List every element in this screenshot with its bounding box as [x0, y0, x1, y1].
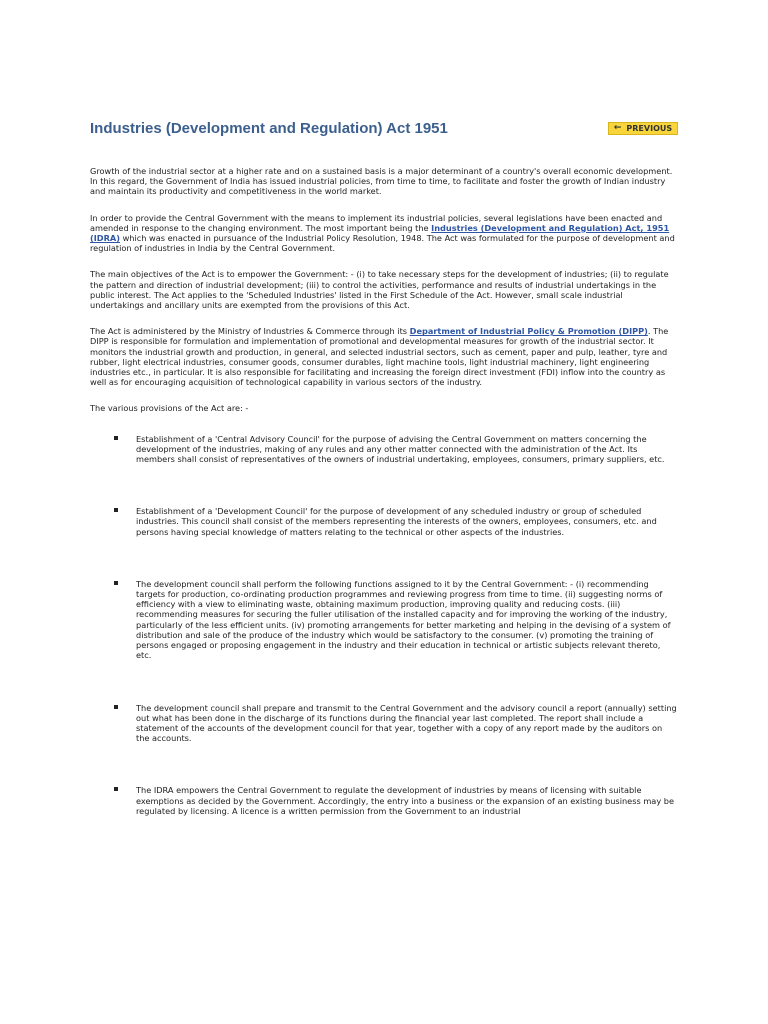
arrow-left-icon: ← — [613, 123, 622, 133]
list-item-text: The IDRA empowers the Central Government to regulate the development of industries by means of licensing with suitable exemptions as decided by the Government. Accordingly, the entry into a business or the expansion of an existing business may be regulated by licensing. A licence is a written permission from the Government to an industrial — [136, 785, 675, 816]
list-item — [90, 506, 678, 537]
list-item — [90, 785, 678, 816]
bullet-icon — [114, 436, 118, 440]
list-item-text: The development council shall prepare and transmit to the Central Government and the advisory council a report (annually) setting out what has been done in the discharge of its functions during the financial year last completed. The report shall include a statement of the accounts of the development council for that year, together with a copy of any report made by the auditors on the accounts. — [136, 702, 677, 744]
provisions-list — [90, 434, 678, 816]
bullet-icon — [114, 508, 118, 512]
paragraph-intro: Growth of the industrial sector at a higher rate and on a sustained basis is a major determinant of a country's overall economic development. In this regard, the Government of India has issued industrial policies, from time to time, to facilitate and foster the growth of Indian industry and maintain its productivity and competitiveness in the world market. — [90, 166, 673, 197]
paragraph-objectives: The main objectives of the Act is to empower the Government: - (i) to take necessary steps for the development of industries; (ii) to regulate the pattern and direction of industrial development; (iii) to control the activities, performance and results of industrial undertakings in the public interest. The Act applies to the 'Scheduled Industries' listed in the First Schedule of the Act. However, small scale industrial undertakings and ancillary units are exempted from the provisions of this Act. — [90, 269, 669, 311]
paragraph-administration-text-2: . The DIPP is responsible for formulation and implementation of promotional and developmental measures for growth of the industrial sector. It monitors the industrial growth and production, in general, and selected industrial sectors, such as cement, paper and pulp, leather, tyre and rubber, light electrical industries, consumer goods, consumer durables, light machine tools, light industrial machinery, light engineering industries etc., in particular. It is also responsible for facilitating and increasing the foreign direct investment (FDI) inflow into the country as well as for encouraging acquisition of technological capability in various sectors of the industry. — [90, 326, 669, 388]
previous-button[interactable] — [608, 122, 678, 135]
list-item-text: Establishment of a 'Development Council' for the purpose of development of any scheduled industry or group of scheduled industries. This council shall consist of the members representing the interests of the owners, employees, consumers, etc. and persons having special knowledge of matters relating to the technical or other aspects of the industries. — [136, 506, 657, 537]
list-item — [90, 579, 678, 661]
list-item-text: The development council shall perform the following functions assigned to it by the Central Government: - (i) recommending targets for production, co-ordinating production programmes and reviewing progress from time to time. (ii) suggesting norms of efficiency with a view to eliminating waste, obtaining maximum production, improving quality and reducing costs. (iii) recommending measures for securing the fuller utilisation of the installed capacity and for improving the working of the industry, particularly of the less efficient units. (iv) promoting arrangements for better marketing and helping in the devising of a system of distribution and sale of the produce of the industry which would be satisfactory to the consumer. (v) promoting the training of persons engaged or proposing engagement in the industry and their education in technical or artistic subjects relevant thereto, etc. — [136, 578, 671, 661]
paragraph-legislation-text-2: which was enacted in pursuance of the Industrial Policy Resolution, 1948. The Act was formulated for the purpose of development and regulation of industries in India by the Central Government. — [90, 233, 675, 254]
article-body — [90, 166, 678, 816]
bullet-icon — [114, 705, 118, 709]
list-item — [90, 434, 678, 465]
previous-label: PREVIOUS — [626, 124, 673, 133]
bullet-icon — [114, 787, 118, 791]
paragraph-administration — [90, 326, 678, 387]
page-title: Industries (Development and Regulation) Act 1951 — [90, 120, 448, 137]
paragraph-legislation — [90, 213, 678, 254]
list-item-text: Establishment of a 'Central Advisory Council' for the purpose of advising the Central Government on matters concerning the development of the industries, making of any rules and any other matter connected with the administration of the Act. Its members shall consist of representatives of the owners of industrial undertaking, employees, consumers, primary suppliers, etc. — [136, 433, 665, 465]
dipp-link[interactable]: Department of Industrial Policy & Promotion (DIPP) — [409, 326, 648, 337]
paragraph-provisions-intro: The various provisions of the Act are: - — [90, 403, 249, 414]
paragraph-legislation-text-1: In order to provide the Central Government with the means to implement its industrial policies, several legislations have been enacted and amended in response to the changing environment. The most important being the — [90, 212, 663, 233]
idra-link[interactable]: Industries (Development and Regulation) Act, 1951 (IDRA) — [90, 222, 670, 244]
paragraph-administration-text-1: The Act is administered by the Ministry of Industries & Commerce through its — [90, 326, 410, 337]
list-item — [90, 703, 678, 744]
bullet-icon — [114, 581, 118, 585]
